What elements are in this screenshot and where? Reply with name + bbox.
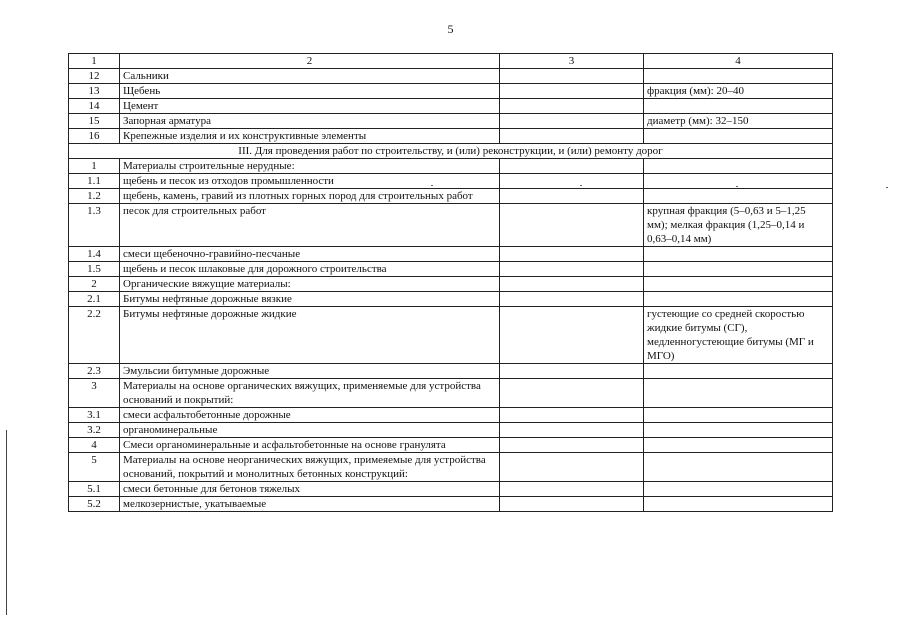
characteristics-cell [644,453,833,482]
characteristics-cell [644,292,833,307]
material-name: Битумы нефтяные дорожные жидкие [120,307,500,364]
row-number: 1.5 [69,262,120,277]
column-3-cell [500,453,644,482]
row-number: 2 [69,277,120,292]
material-name: смеси щебеночно-гравийно-песчаные [120,247,500,262]
characteristics-cell [644,497,833,512]
characteristics-cell: крупная фракция (5–0,63 и 5–1,25 мм); мелкая фракция (1,25–0,14 и 0,63–0,14 мм) [644,204,833,247]
column-3-cell [500,262,644,277]
column-header: 1 [69,54,120,69]
characteristics-cell [644,99,833,114]
page-number: 5 [447,22,454,36]
column-3-cell [500,174,644,189]
column-3-cell [500,364,644,379]
row-number: 5 [69,453,120,482]
row-number: 12 [69,69,120,84]
characteristics-cell [644,277,833,292]
row-number: 3.2 [69,423,120,438]
characteristics-cell [644,408,833,423]
column-3-cell [500,189,644,204]
table-row [69,307,833,364]
material-name: смеси бетонные для бетонов тяжелых [120,482,500,497]
column-3-cell [500,159,644,174]
table-row [69,453,833,482]
table-row [69,84,833,99]
row-number: 2.2 [69,307,120,364]
table-row [69,247,833,262]
scan-speck [431,185,433,186]
column-3-cell [500,438,644,453]
row-number: 3 [69,379,120,408]
row-number: 1.1 [69,174,120,189]
material-name: Битумы нефтяные дорожные вязкие [120,292,500,307]
table-row [69,114,833,129]
characteristics-cell [644,438,833,453]
column-header: 2 [120,54,500,69]
row-number: 1.4 [69,247,120,262]
table-row [69,262,833,277]
table-row [69,364,833,379]
characteristics-cell [644,262,833,277]
section-row [69,144,833,159]
row-number: 1.3 [69,204,120,247]
scan-margin-line [6,430,7,615]
material-name: Крепежные изделия и их конструктивные элементы [120,129,500,144]
material-name: щебень, камень, гравий из плотных горных пород для строительных работ [120,189,500,204]
characteristics-cell [644,189,833,204]
characteristics-cell [644,247,833,262]
material-name: мелкозернистые, укатываемые [120,497,500,512]
column-header: 4 [644,54,833,69]
characteristics-cell [644,423,833,438]
column-3-cell [500,69,644,84]
characteristics-cell: диаметр (мм): 32–150 [644,114,833,129]
scan-speck [736,186,738,187]
table-row [69,277,833,292]
row-number: 2.3 [69,364,120,379]
column-3-cell [500,482,644,497]
material-name: щебень и песок шлаковые для дорожного строительства [120,262,500,277]
row-number: 5.1 [69,482,120,497]
material-name: Органические вяжущие материалы: [120,277,500,292]
characteristics-cell [644,364,833,379]
characteristics-cell: фракция (мм): 20–40 [644,84,833,99]
material-name: смеси асфальтобетонные дорожные [120,408,500,423]
material-name: Эмульсии битумные дорожные [120,364,500,379]
column-3-cell [500,84,644,99]
table-row [69,423,833,438]
row-number: 15 [69,114,120,129]
scan-speck [886,187,888,188]
material-name: Материалы на основе органических вяжущих, применяемые для устройства оснований и покрытий: [120,379,500,408]
material-name: Щебень [120,84,500,99]
material-name: Сальники [120,69,500,84]
header-row [69,54,833,69]
table-row [69,129,833,144]
table-row [69,497,833,512]
scan-speck [580,185,582,186]
column-3-cell [500,114,644,129]
material-name: Цемент [120,99,500,114]
table-row [69,379,833,408]
material-name: щебень и песок из отходов промышленности [120,174,500,189]
column-header: 3 [500,54,644,69]
column-3-cell [500,277,644,292]
column-3-cell [500,129,644,144]
row-number: 4 [69,438,120,453]
table-row [69,482,833,497]
material-name: органоминеральные [120,423,500,438]
characteristics-cell [644,482,833,497]
row-number: 1 [69,159,120,174]
characteristics-cell [644,69,833,84]
column-3-cell [500,247,644,262]
column-3-cell [500,379,644,408]
table-row [69,204,833,247]
characteristics-cell [644,379,833,408]
row-number: 3.1 [69,408,120,423]
materials-table [68,53,833,512]
material-name: Смеси органоминеральные и асфальтобетонные на основе гранулята [120,438,500,453]
row-number: 1.2 [69,189,120,204]
column-3-cell [500,307,644,364]
row-number: 13 [69,84,120,99]
table-row [69,438,833,453]
row-number: 5.2 [69,497,120,512]
column-3-cell [500,99,644,114]
row-number: 2.1 [69,292,120,307]
material-name: песок для строительных работ [120,204,500,247]
table-row [69,69,833,84]
characteristics-cell [644,174,833,189]
material-name: Материалы на основе неорганических вяжущих, примеяемые для устройства оснований, покрытий и монолитных бетонных конструкций: [120,453,500,482]
table-row [69,159,833,174]
column-3-cell [500,497,644,512]
row-number: 16 [69,129,120,144]
table-row [69,174,833,189]
table-row [69,99,833,114]
material-name: Материалы строительные нерудные: [120,159,500,174]
row-number: 14 [69,99,120,114]
material-name: Запорная арматура [120,114,500,129]
column-3-cell [500,292,644,307]
column-3-cell [500,408,644,423]
table-body [69,69,833,512]
column-3-cell [500,204,644,247]
characteristics-cell: густеющие со средней скоростью жидкие битумы (СГ), медленногустеющие битумы (МГ и МГО) [644,307,833,364]
section-title: III. Для проведения работ по строительству, и (или) реконструкции, и (или) ремонту дорог [69,144,833,159]
table-row [69,408,833,423]
column-3-cell [500,423,644,438]
characteristics-cell [644,129,833,144]
table-row [69,292,833,307]
table-row [69,189,833,204]
characteristics-cell [644,159,833,174]
